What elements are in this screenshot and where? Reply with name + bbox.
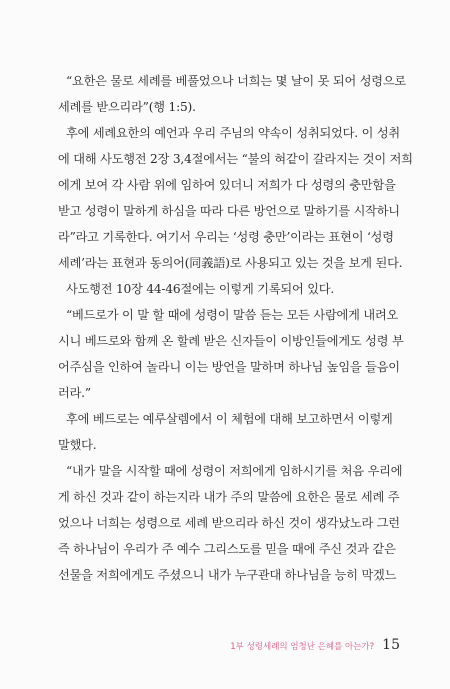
text-line: “요한은 물로 세례를 베풀었으나 너희는 몇 날이 못 되어 성령으로 xyxy=(66,74,406,88)
text-line: 말했다. xyxy=(58,438,97,452)
text-line: 어주심을 인하여 놀라니 이는 방언을 말하며 하나님 높임을 들음이 xyxy=(58,360,400,374)
text-line: “내가 말을 시작할 때에 성령이 저희에게 임하시기를 처음 우리에 xyxy=(66,464,403,478)
text-line: 즉 하나님이 우리가 주 예수 그리스도를 믿을 때에 주신 것과 같은 xyxy=(58,542,396,556)
text-line: 세례를 받으리라”(행 1:5). xyxy=(58,100,196,114)
text-line: 받고 성령이 말하게 하심을 따라 다른 방언으로 말하기를 시작하니 xyxy=(58,204,400,218)
text-line: 세례’라는 표현과 동의어(同義語)로 사용되고 있는 것을 보게 된다. xyxy=(58,256,403,270)
text-line: 게 하신 것과 같이 하는지라 내가 주의 말씀에 요한은 물로 세례 주 xyxy=(58,490,400,504)
text-line: 시니 베드로와 함께 온 할례 받은 신자들이 이방인들에게도 성령 부 xyxy=(58,334,404,348)
text-line: “베드로가 이 말 할 때에 성령이 말씀 듣는 모든 사람에게 내려오 xyxy=(66,308,399,322)
page-number: 15 xyxy=(382,637,400,653)
text-line: 사도행전 10장 44-46절에는 이렇게 기록되어 있다. xyxy=(66,282,335,296)
text-line: 러라.” xyxy=(58,386,91,400)
text-line: 후에 세례요한의 예언과 우리 주님의 약속이 성취되었다. 이 성취 xyxy=(66,126,400,140)
text-line: 에 대해 사도행전 2장 3,4절에서는 “불의 혀같이 갈라지는 것이 저희 xyxy=(58,152,413,166)
text-line: 었으나 너희는 성령으로 세례 받으리라 하신 것이 생각났노라 그런 xyxy=(58,516,400,530)
running-footer-section: 1부 성령세례의 엄청난 은혜를 아는가? xyxy=(230,642,375,652)
text-line: 에게 보여 각 사람 위에 임하여 있더니 저희가 다 성령의 충만함을 xyxy=(58,178,396,192)
text-line: 라”라고 기록한다. 여기서 우리는 ‘성령 충만’이라는 표현이 ‘성령 xyxy=(58,230,394,244)
text-line: 선물을 저희에게도 주셨으니 내가 누구관대 하나님을 능히 막겠느 xyxy=(58,568,397,582)
text-line: 후에 베드로는 예루살렘에서 이 체험에 대해 보고하면서 이렇게 xyxy=(66,412,393,426)
page-footer xyxy=(230,637,400,655)
